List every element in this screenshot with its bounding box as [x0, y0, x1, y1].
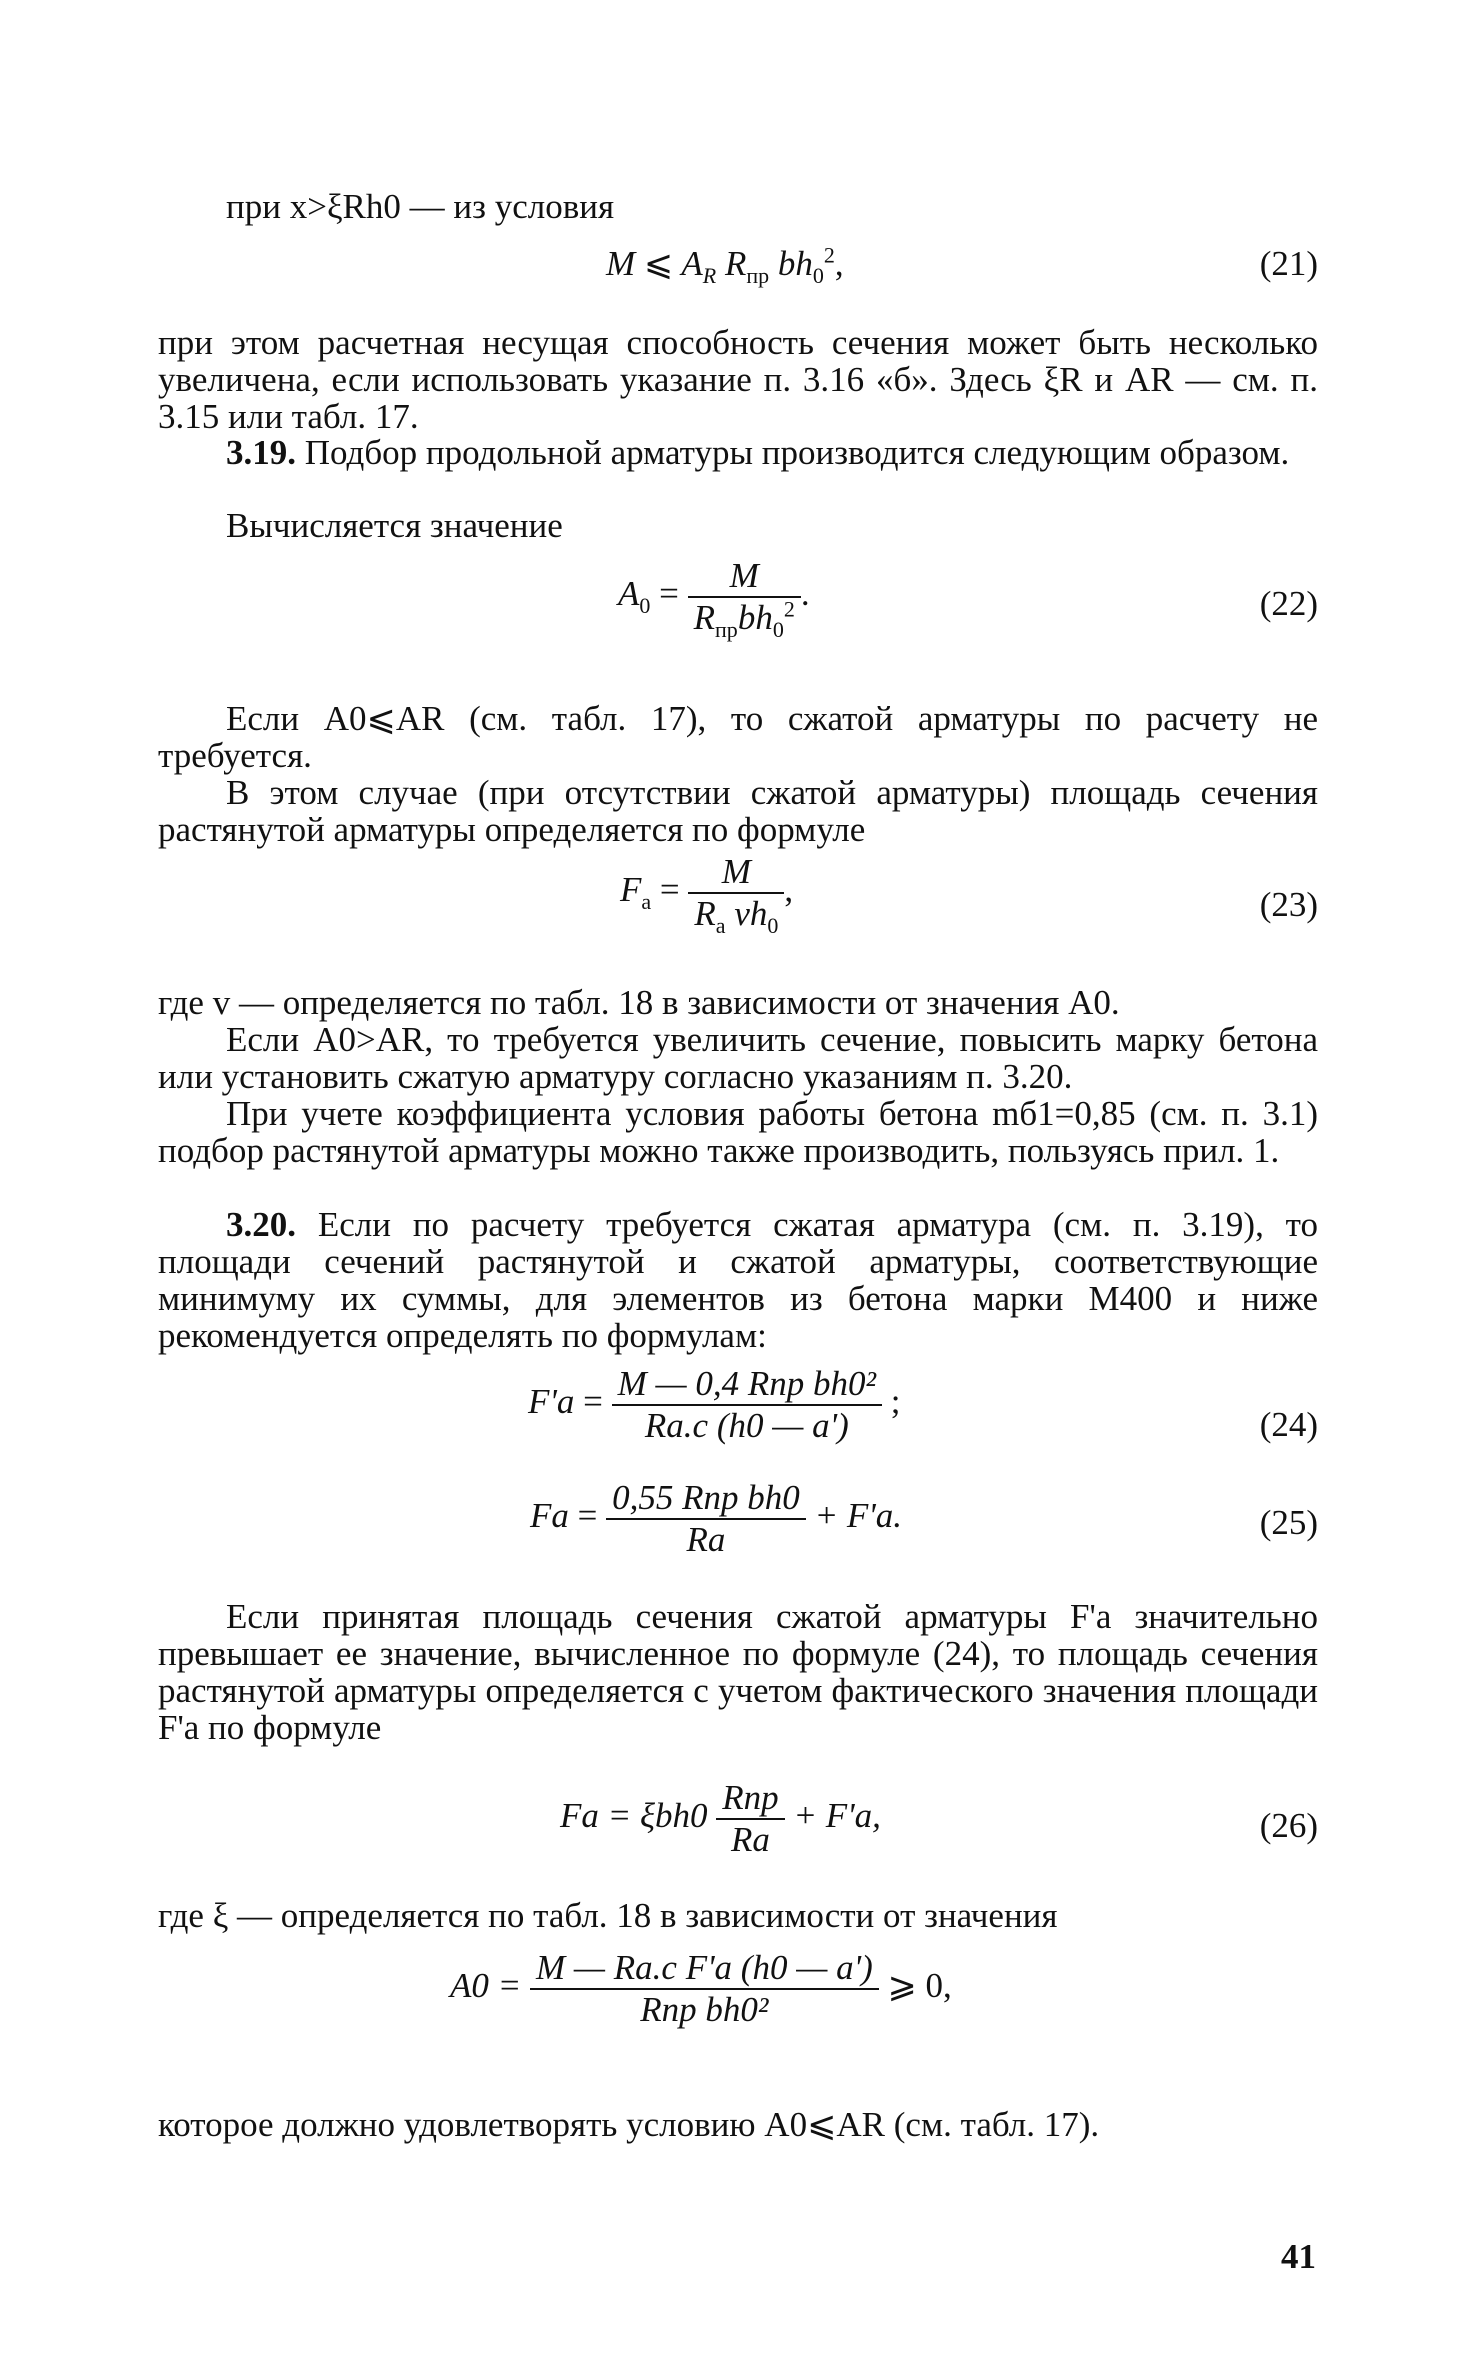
paragraph-where-v: где v — определяется по табл. 18 в зависимости от значения A0. — [158, 983, 1120, 1022]
paragraph-tension-area: В этом случае (при отсутствии сжатой арматуры) площадь сечения растянутой арматуры определяется по формуле — [158, 773, 1318, 849]
equation-22: $A_0$ = $\frac{M}{R_{пр}bh_0^2}$ . — [618, 556, 810, 642]
equation-number-26: (26) — [1259, 1806, 1318, 1845]
equation-number-25: (25) — [1259, 1503, 1318, 1542]
page-number: 41 — [1281, 2237, 1316, 2276]
equation-26: Fа = ξbh0 $\frac{\text{Rпр}}{Rа}$ + F'а, — [560, 1778, 881, 1859]
equation-number-22: (22) — [1259, 584, 1318, 623]
paragraph-no-compressed: Если A0⩽AR (см. табл. 17), то сжатой арматуры по расчету не требуется. — [158, 699, 1318, 775]
paragraph-final-condition: которое должно удовлетворять условию A0⩽AR (см. табл. 17). — [158, 2105, 1100, 2144]
equation-23: $F_а$ = $\frac{M}{R_а vh_0}$ , — [620, 852, 794, 938]
paragraph-increase-section: Если A0>AR, то требуется увеличить сечение, повысить марку бетона или установить сжатую арматуру согласно указаниям п. 3.20. — [158, 1020, 1318, 1096]
paragraph-where-xi: где ξ — определяется по табл. 18 в зависимости от значения — [158, 1896, 1058, 1935]
section-number-3-19: 3.19. — [226, 433, 296, 472]
paragraph-compute: Вычисляется значение — [226, 506, 563, 545]
section-number-3-20: 3.20. — [226, 1205, 296, 1244]
equation-24: F'а = $\frac{\text{M — 0,4 Rпр bh0²}}{Rа.с (h0 — a')}$ ; — [528, 1364, 901, 1445]
paragraph-bearing-capacity: при этом расчетная несущая способность сечения может быть несколько увеличена, если использовать указание п. 3.16 «б». Здесь ξR и AR — см. п. 3.15 или табл. 17. — [158, 323, 1318, 436]
paragraph-actual-area: Если принятая площадь сечения сжатой арматуры F'а значительно превышает ее значение, вычисленное по формуле (24), то площадь сечения растянутой арматуры определяется с учетом фактического значения площади F'а по формуле — [158, 1597, 1318, 1747]
equation-21: M ⩽ $A_R$ $R_{пр}$ $bh_0^2$, — [606, 242, 844, 288]
equation-number-21: (21) — [1259, 244, 1318, 283]
paragraph-3-19: 3.19. Подбор продольной арматуры производится следующим образом. — [226, 433, 1290, 472]
paragraph-3-20: 3.20. Если по расчету требуется сжатая арматура (см. п. 3.19), то площади сечений растянутой и сжатой арматуры, соответствующие минимуму их суммы, для элементов из бетона марки М400 и ниже рекомендуется определять по формулам: — [158, 1205, 1319, 1355]
equation-25: Fа = $\frac{\text{0,55 Rпр bh0}}{Rа}$ + F'а. — [530, 1478, 903, 1559]
equation-number-23: (23) — [1259, 885, 1318, 924]
paragraph-coefficient: При учете коэффициента условия работы бетона mб1=0,85 (см. п. 3.1) подбор растянутой арматуры можно также производить, пользуясь прил. 1. — [158, 1094, 1318, 1170]
paragraph-intro: при x>ξRh0 — из условия — [226, 187, 615, 226]
equation-number-24: (24) — [1259, 1405, 1318, 1444]
equation-A0-condition: A0 = $\frac{\text{M — Rа.с F'а (h0 — a')}}{\text{Rпр bh0²}}$ ⩾ 0, — [450, 1948, 952, 2029]
